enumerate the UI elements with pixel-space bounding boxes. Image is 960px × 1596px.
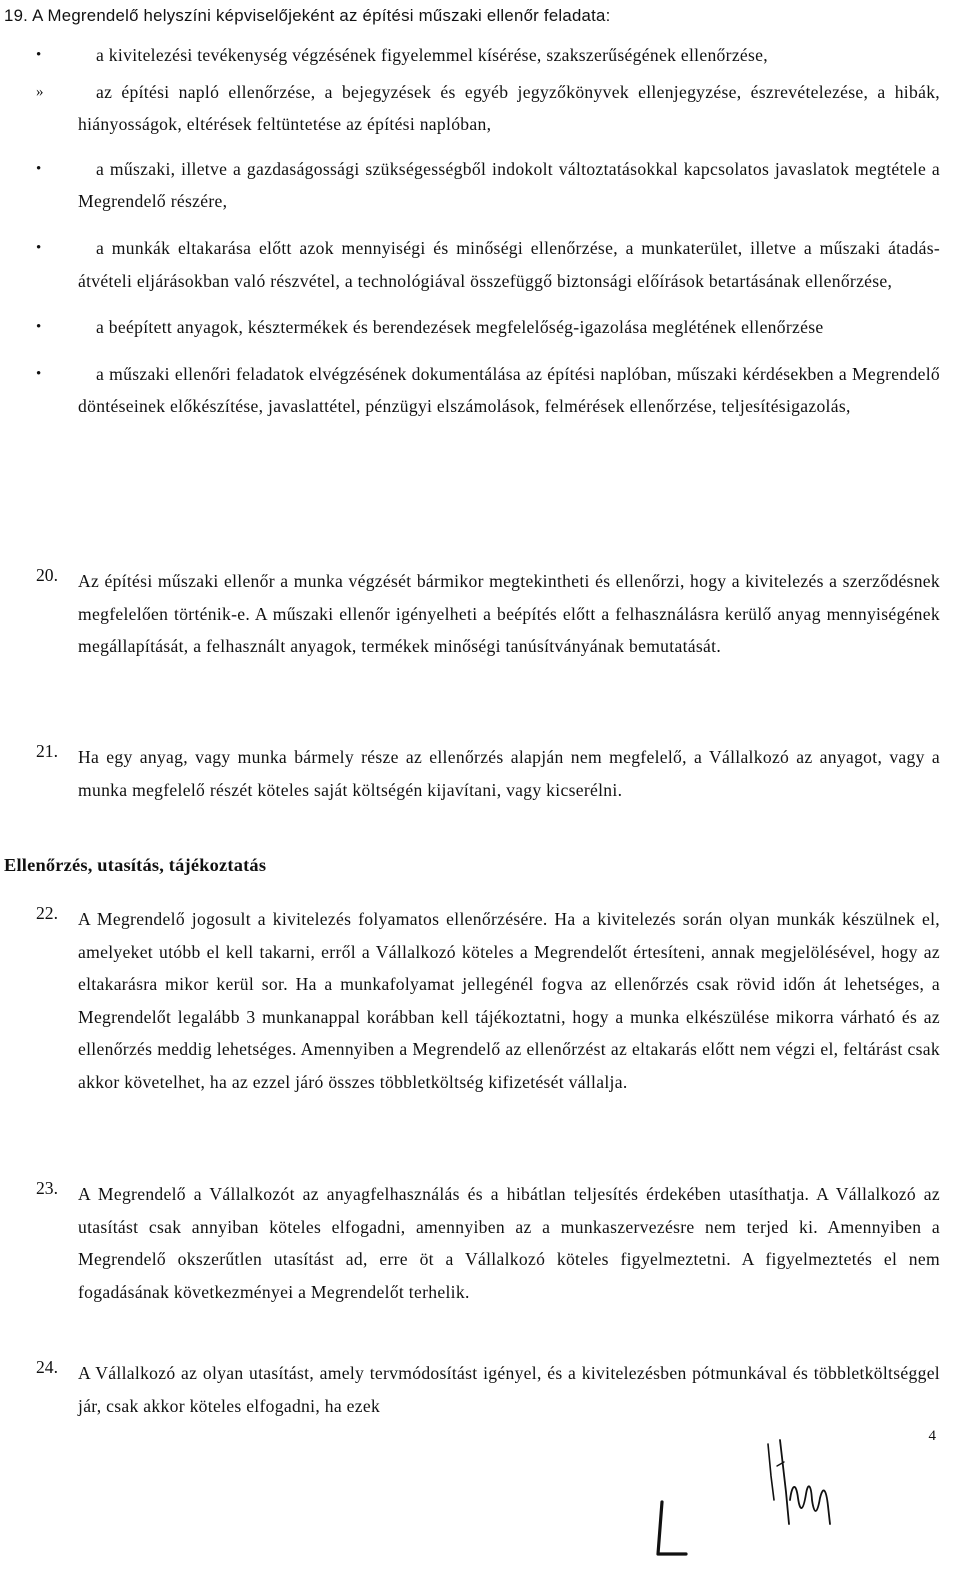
item-23-number: 23. <box>36 1178 58 1198</box>
bullet-item <box>36 76 940 141</box>
bullet-item <box>36 358 940 423</box>
bullet-marker: • <box>36 319 42 336</box>
bullet-item <box>36 153 940 218</box>
item-20-text: Az építési műszaki ellenőr a munka végzését bármikor megtekintheti és ellenőrzi, hogy a kivitelezés a szerződésnek megfelelően történik-e. A műszaki ellenőr igényelheti a beépítés előtt a felhasználásra kerülő anyag mennyiségének megállapítását, a felhasznált anyagok, termékek minőségi tanúsítványának bemutatását. <box>78 571 940 657</box>
item-21-text: Ha egy anyag, vagy munka bármely része az ellenőrzés alapján nem megfelelő, a Vállalkozó az anyagot, vagy a munka megfelelő részét köteles saját költségén kijavítani, vagy kicserélni. <box>78 747 940 800</box>
item-22-text: A Megrendelő jogosult a kivitelezés folyamatos ellenőrzésére. Ha a kivitelezés során olyan munkák készülnek el, amelyeket utóbb el kell takarni, erről a Vállalkozó köteles a Megrendelőt értesíteni, annak megjelölésével, hogy az eltakarásra mikor kerül sor. Ha a munkafolyamat jellegénél fogva az ellenőrzés csak rövid időn át lehetséges, a Megrendelőt legalább 3 munkanappal korábban kell tájékoztatni, hogy a munka elkészülése mikorra várható és az ellenőrzés meddig lehetséges. Amennyiben a Megrendelő az ellenőrzést az eltakarás előtt nem végzi el, feltárást csak akkor követelhet, ha az ezzel járó összes többletköltség kifizetését vállalja. <box>78 909 940 1092</box>
item-24 <box>28 1357 940 1422</box>
item-20-number: 20. <box>36 565 58 585</box>
item-22 <box>28 903 940 1099</box>
item-19 <box>4 0 916 33</box>
item-24-text: A Vállalkozó az olyan utasítást, amely tervmódosítást igényel, és a kivitelezésben pótmunkával és többletköltséggel jár, csak akkor köteles elfogadni, ha ezek <box>78 1363 940 1416</box>
bullet-text: a műszaki, illetve a gazdaságossági szükségességből indokolt változtatásokkal kapcsolatos javaslatok megtétele a Megrendelő részére, <box>78 158 940 212</box>
bullet-marker: » <box>36 83 44 100</box>
bullet-marker: • <box>36 160 42 177</box>
item-22-number: 22. <box>36 903 58 923</box>
item-21 <box>28 741 940 806</box>
bullet-marker: • <box>36 239 42 256</box>
bullet-item <box>36 232 940 297</box>
initial-signature <box>658 1502 686 1554</box>
item-23 <box>28 1178 940 1308</box>
bullet-marker: • <box>36 365 42 382</box>
page-number: 4 <box>928 1428 936 1444</box>
bullet-text: a műszaki ellenőri feladatok elvégzésének dokumentálása az építési naplóban, műszaki kérdésekben a Megrendelő döntéseinek előkészítése, javaslattétel, pénzügyi elszámolások, felmérések ellenőrzése, teljesítésigazolás, <box>78 363 940 417</box>
section-heading: Ellenőrzés, utasítás, tájékoztatás <box>4 855 267 875</box>
bullet-item <box>36 39 940 72</box>
item-19-number: 19. <box>4 6 29 25</box>
bullet-text: a kivitelezési tevékenység végzésének figyelemmel kísérése, szakszerűségének ellenőrzése, <box>96 45 768 65</box>
bullet-text: a munkák eltakarása előtt azok mennyiségi és minőségi ellenőrzése, a munkaterület, illetve a műszaki átadás-átvételi eljárásokban való részvétel, a technológiával összefüggő biztonsági előírások betartásának ellenőrzése, <box>78 237 940 291</box>
bullet-marker: • <box>36 47 42 63</box>
bullet-text: az építési napló ellenőrzése, a bejegyzések és egyéb jegyzőkönyvek ellenjegyzése, észrevételezése, a hibák, hiányosságok, eltérések feltüntetése az építési naplóban, <box>78 81 940 135</box>
signature-area <box>640 1432 900 1572</box>
item-20 <box>28 565 940 663</box>
item-23-text: A Megrendelő a Vállalkozót az anyagfelhasználás és a hibátlan teljesítés érdekében utasíthatja. A Vállalkozó az utasítást csak annyiban köteles elfogadni, amennyiben az a munkaszervezésre nem terjed ki. Amennyiben a Megrendelő okszerűtlen utasítást ad, erre öt a Vállalkozó köteles figyelmeztetni. A figyelmeztetés el nem fogadásának következményei a Megrendelőt terhelik. <box>78 1184 940 1302</box>
item-19-bullet-list <box>28 39 940 423</box>
bullet-item <box>36 311 940 344</box>
item-19-lead <box>4 0 916 33</box>
item-24-number: 24. <box>36 1357 58 1377</box>
item-19-lead-text: A Megrendelő helyszíni képviselőjeként az építési műszaki ellenőr feladata: <box>32 6 611 25</box>
item-21-number: 21. <box>36 741 58 761</box>
handwritten-signature <box>640 1432 900 1572</box>
bullet-text: a beépített anyagok, késztermékek és berendezések megfelelőség-igazolása meglétének ellenőrzése <box>96 317 824 338</box>
